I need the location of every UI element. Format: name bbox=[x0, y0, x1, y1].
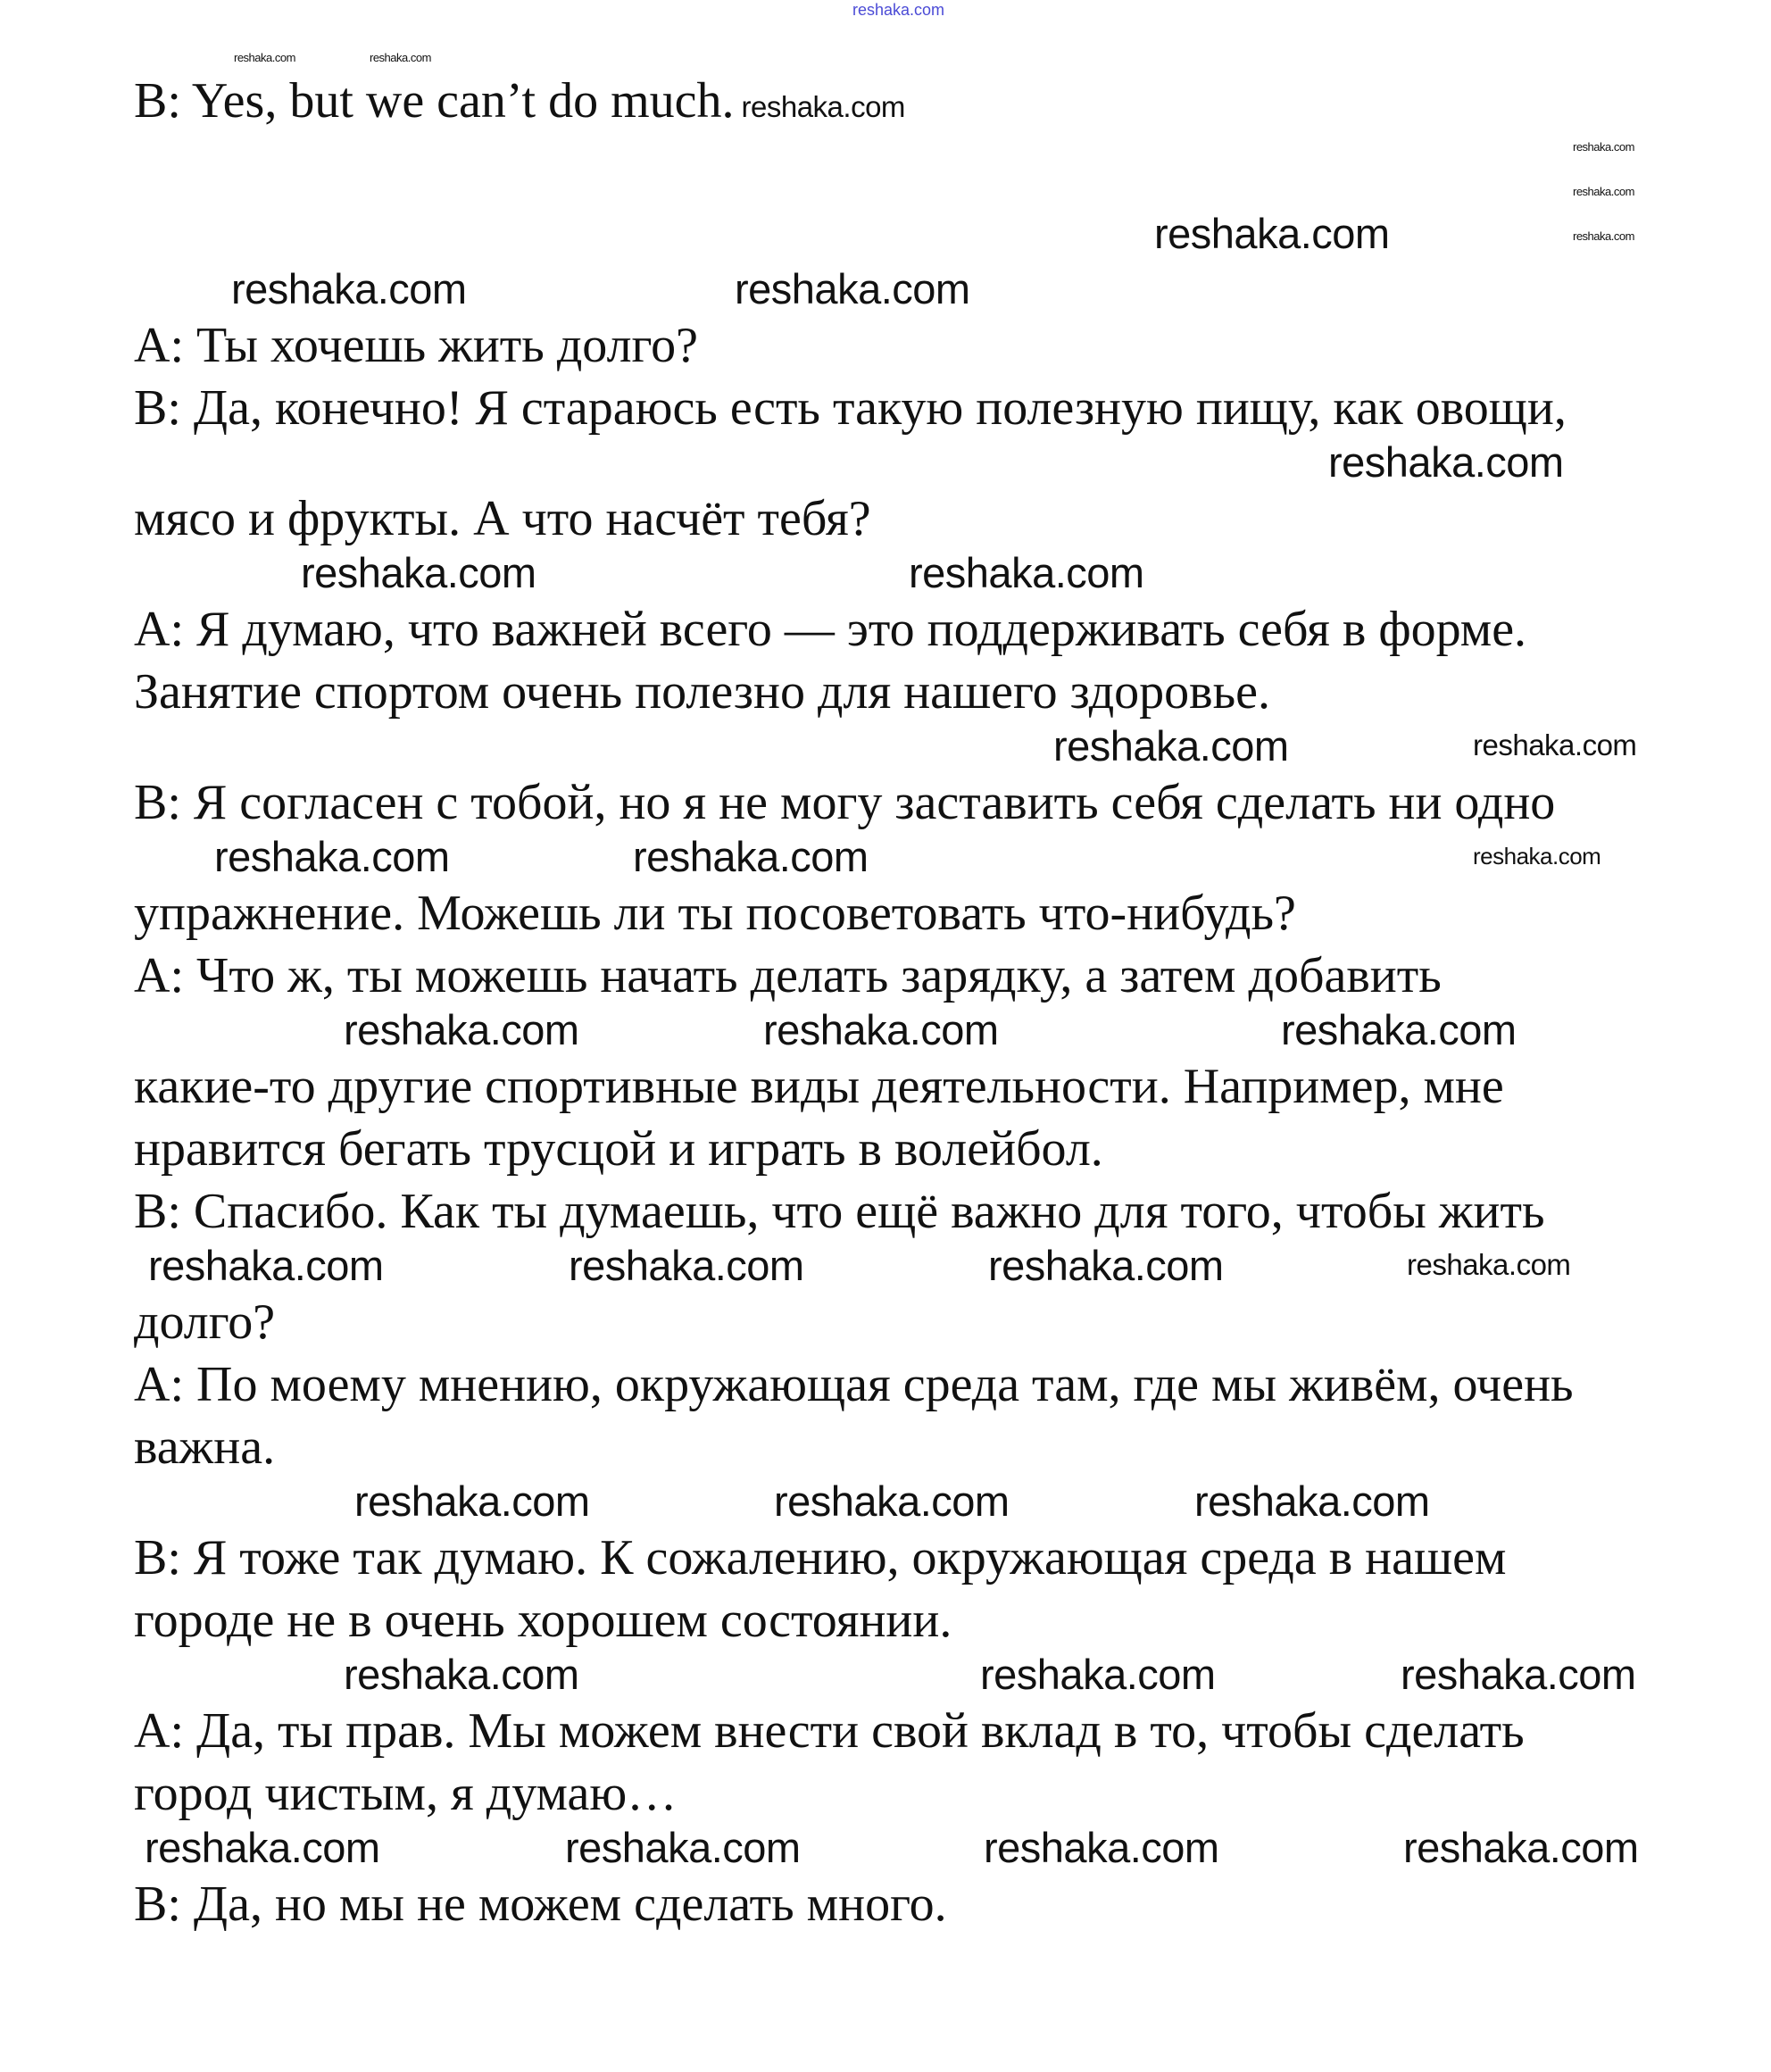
watermark: reshaka.com bbox=[1053, 722, 1289, 770]
watermark: reshaka.com bbox=[988, 1242, 1224, 1289]
watermark-row bbox=[0, 1825, 1771, 1873]
dialogue-line: важна. bbox=[134, 1419, 276, 1475]
dialogue-line: А: По моему мнению, окружающая среда там, где мы живём, очень bbox=[134, 1357, 1574, 1412]
dialogue-line: А: Что ж, ты можешь начать делать зарядку, а затем добавить bbox=[134, 948, 1442, 1003]
watermark: reshaka.com bbox=[1401, 1651, 1636, 1698]
watermark: reshaka.com bbox=[565, 1824, 801, 1871]
watermark: reshaka.com bbox=[980, 1651, 1216, 1698]
watermark-row bbox=[0, 266, 1771, 314]
watermark: reshaka.com bbox=[1407, 1248, 1571, 1281]
dialogue-line: В: Да, конечно! Я стараюсь есть такую полезную пищу, как овощи, bbox=[134, 380, 1567, 436]
dialogue-line: упражнение. Можешь ли ты посоветовать что-нибудь? bbox=[134, 886, 1296, 941]
watermark: reshaka.com bbox=[735, 265, 970, 312]
dialogue-line bbox=[0, 70, 1771, 132]
dialogue-line: В: Я тоже так думаю. К сожалению, окружающая среда в нашем bbox=[134, 1530, 1507, 1585]
watermark: reshaka.com bbox=[1154, 210, 1390, 257]
dialogue-flow bbox=[0, 50, 1771, 1935]
watermark: reshaka.com bbox=[231, 265, 467, 312]
header-watermark-link[interactable]: reshaka.com bbox=[852, 1, 945, 19]
watermark: reshaka.com bbox=[1573, 140, 1634, 154]
dialogue-line: мясо и фрукты. А что насчёт тебя? bbox=[134, 491, 871, 546]
watermark: reshaka.com bbox=[741, 90, 905, 123]
watermark-row bbox=[0, 1478, 1771, 1527]
watermark-row bbox=[0, 1007, 1771, 1055]
dialogue-line: городе не в очень хорошем состоянии. bbox=[134, 1593, 952, 1648]
watermark: reshaka.com bbox=[1194, 1477, 1430, 1525]
watermark: reshaka.com bbox=[1403, 1824, 1639, 1871]
watermark: reshaka.com bbox=[1573, 229, 1634, 243]
watermark: reshaka.com bbox=[909, 549, 1144, 596]
watermark: reshaka.com bbox=[301, 549, 536, 596]
dialogue-line: нравится бегать трусцой и играть в волейбол. bbox=[134, 1121, 1103, 1177]
dialogue-line: А: Я думаю, что важней всего — это поддерживать себя в форме. bbox=[134, 602, 1527, 657]
watermark-row bbox=[0, 550, 1771, 598]
watermark: reshaka.com bbox=[354, 1477, 590, 1525]
watermark: reshaka.com bbox=[344, 1006, 579, 1053]
watermark: reshaka.com bbox=[1473, 728, 1637, 761]
dialogue-line: А: Да, ты прав. Мы можем внести свой вклад в то, чтобы сделать bbox=[134, 1703, 1525, 1759]
dialogue-text: B: Yes, but we can’t do much. bbox=[134, 73, 735, 129]
watermark: reshaka.com bbox=[148, 1242, 384, 1289]
watermark-row bbox=[0, 723, 1771, 771]
watermark: reshaka.com bbox=[214, 833, 450, 880]
watermark: reshaka.com bbox=[984, 1824, 1219, 1871]
watermark-row bbox=[0, 1243, 1771, 1291]
dialogue-line: какие-то другие спортивные виды деятельности. Например, мне bbox=[134, 1059, 1504, 1114]
dialogue-line: город чистым, я думаю… bbox=[134, 1766, 678, 1821]
watermark: reshaka.com bbox=[1281, 1006, 1517, 1053]
dialogue-line: А: Ты хочешь жить долго? bbox=[134, 318, 698, 373]
watermark-row bbox=[0, 439, 1771, 487]
watermark: reshaka.com bbox=[763, 1006, 999, 1053]
watermark: reshaka.com bbox=[1473, 843, 1601, 870]
watermark: reshaka.com bbox=[234, 51, 295, 64]
watermark: reshaka.com bbox=[774, 1477, 1010, 1525]
watermark: reshaka.com bbox=[344, 1651, 579, 1698]
watermark: reshaka.com bbox=[1573, 185, 1634, 198]
watermark: reshaka.com bbox=[370, 51, 431, 64]
watermark-row bbox=[0, 1652, 1771, 1700]
watermark-row bbox=[0, 834, 1771, 882]
dialogue-line: В: Я согласен с тобой, но я не могу заставить себя сделать ни одно bbox=[134, 775, 1556, 830]
watermark-row bbox=[0, 50, 1771, 70]
dialogue-line: В: Да, но мы не можем сделать много. bbox=[134, 1876, 947, 1932]
watermark: reshaka.com bbox=[145, 1824, 380, 1871]
watermark-row bbox=[0, 132, 1771, 266]
dialogue-line: Занятие спортом очень полезно для нашего здоровье. bbox=[134, 664, 1271, 720]
dialogue-line: долго? bbox=[134, 1294, 276, 1350]
dialogue-line: В: Спасибо. Как ты думаешь, что ещё важно для того, чтобы жить bbox=[134, 1184, 1545, 1239]
watermark: reshaka.com bbox=[1328, 438, 1564, 486]
watermark: reshaka.com bbox=[633, 833, 869, 880]
watermark: reshaka.com bbox=[569, 1242, 804, 1289]
